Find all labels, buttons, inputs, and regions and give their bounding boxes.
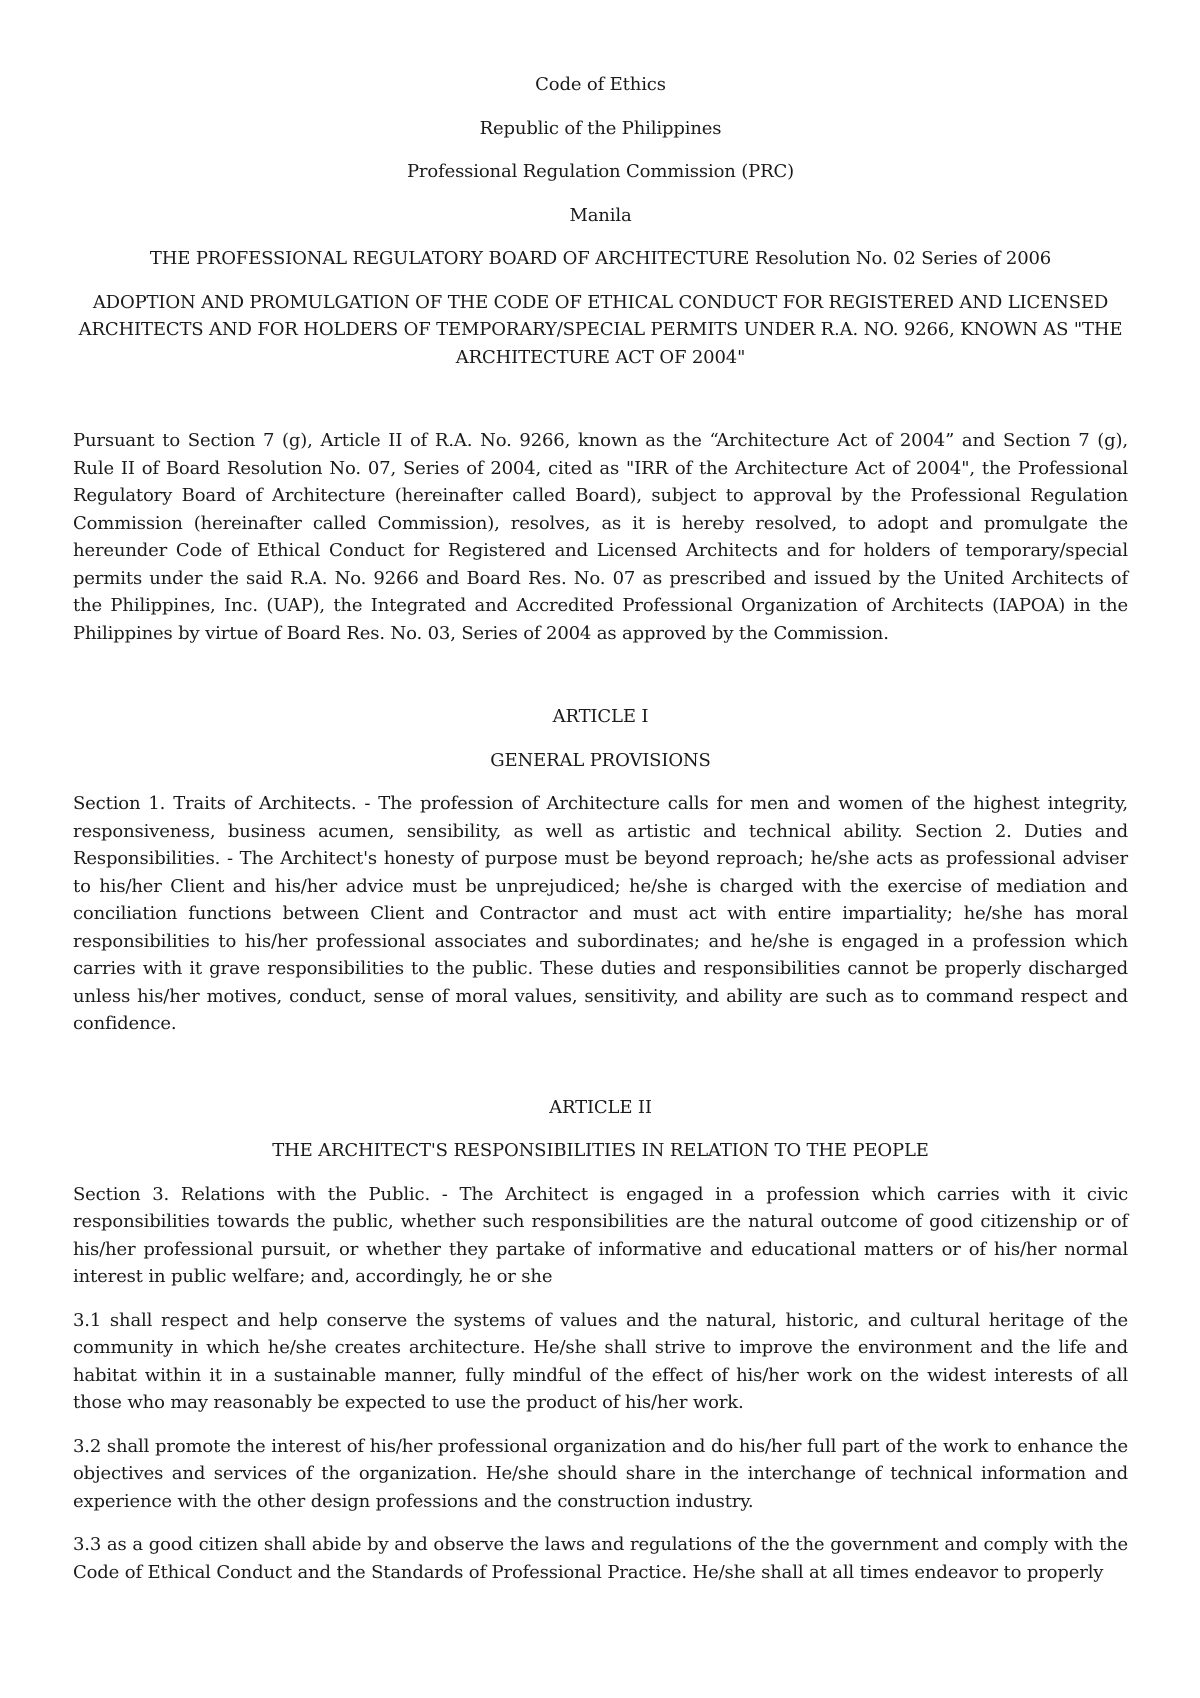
section-3-paragraph: Section 3. Relations with the Public. - The Architect is engaged in a profession which carries with it civic responsibilities towards the public, whether such responsibilities are the natural outcome of good citizenship or of his/her professional pursuit, or whether they partake of informative and educational matters or of his/her normal interest in public welfare; and, accordingly, he or she bbox=[73, 1183, 1128, 1287]
spacer bbox=[73, 387, 1128, 427]
spacer bbox=[73, 663, 1128, 703]
article-2-title: THE ARCHITECT'S RESPONSIBILITIES IN RELATION TO THE PEOPLE bbox=[272, 1140, 929, 1161]
board-resolution-line: THE PROFESSIONAL REGULATORY BOARD OF ARCHITECTURE Resolution No. 02 Series of 2006 bbox=[149, 248, 1052, 269]
spacer bbox=[73, 1054, 1128, 1094]
article-2-number: ARTICLE II bbox=[549, 1096, 652, 1118]
item-3-2-paragraph: 3.2 shall promote the interest of his/her professional organization and do his/her full part of the work to enhance the objectives and services of the organization. He/she should share in the interchange of technical information and experience with the other design professions and the construction industry. bbox=[73, 1435, 1128, 1512]
article-1-body: Section 1. Traits of Architects. - The profession of Architecture calls for men and women of the highest integrity, responsiveness, business acumen, sensibility, as well as artistic and technical ability. Section 2. Duties and Responsibilities. - The Architect's honesty of purpose must be beyond reproach; he/she acts as professional adviser to his/her Client and his/her advice must be unprejudiced; he/she is charged with the exercise of mediation and conciliation functions between Client and Contractor and must act with entire impartiality; he/she has moral responsibilities to his/her professional associates and subordinates; and he/she is engaged in a profession which carries with it grave responsibilities to the public. These duties and responsibilities cannot be properly discharged unless his/her motives, conduct, sense of moral values, sensitivity, and ability are such as to command respect and confidence. bbox=[73, 793, 1128, 1034]
city-line: Manila bbox=[569, 204, 632, 226]
article-1-number: ARTICLE I bbox=[552, 706, 649, 727]
document-content bbox=[73, 71, 1128, 1586]
republic-line: Republic of the Philippines bbox=[479, 117, 722, 139]
item-3-1-paragraph: 3.1 shall respect and help conserve the systems of values and the natural, historic, and cultural heritage of the community in which he/she creates architecture. He/she shall strive to improve the environment and the life and habitat within it in a sustainable manner, fully mindful of the effect of his/her work on the widest interests of all those who may reasonably be expected to use the product of his/her work. bbox=[73, 1309, 1128, 1413]
document-title: Code of Ethics bbox=[535, 74, 666, 95]
commission-line: Professional Regulation Commission (PRC) bbox=[406, 161, 795, 182]
item-3-3-paragraph: 3.3 as a good citizen shall abide by and observe the laws and regulations of the the government and comply with the Code of Ethical Conduct and the Standards of Professional Practice. He/she shall at all times endeavor to properly bbox=[73, 1534, 1128, 1583]
adoption-title: ADOPTION AND PROMULGATION OF THE CODE OF ETHICAL CONDUCT FOR REGISTERED AND LICENSED ARCHITECTS AND FOR HOLDERS OF TEMPORARY/SPECIAL PERMITS UNDER R.A. NO. 9266, KNOWN AS "THE ARCHITECTURE ACT OF 2004" bbox=[78, 291, 1123, 368]
article-1-title: GENERAL PROVISIONS bbox=[490, 749, 711, 771]
preamble-paragraph: Pursuant to Section 7 (g), Article II of R.A. No. 9266, known as the “Architecture Act of 2004” and Section 7 (g), Rule II of Board Resolution No. 07, Series of 2004, cited as "IRR of the Architecture Act of 2004", the Professional Regulatory Board of Architecture (hereinafter called Board), subject to approval by the Professional Regulation Commission (hereinafter called Commission), resolves, as it is hereby resolved, to adopt and promulgate the hereunder Code of Ethical Conduct for Registered and Licensed Architects and for holders of temporary/special permits under the said R.A. No. 9266 and Board Res. No. 07 as prescribed and issued by the United Architects of the Philippines, Inc. (UAP), the Integrated and Accredited Professional Organization of Architects (IAPOA) in the Philippines by virtue of Board Res. No. 03, Series of 2004 as approved by the Commission. bbox=[73, 430, 1128, 644]
